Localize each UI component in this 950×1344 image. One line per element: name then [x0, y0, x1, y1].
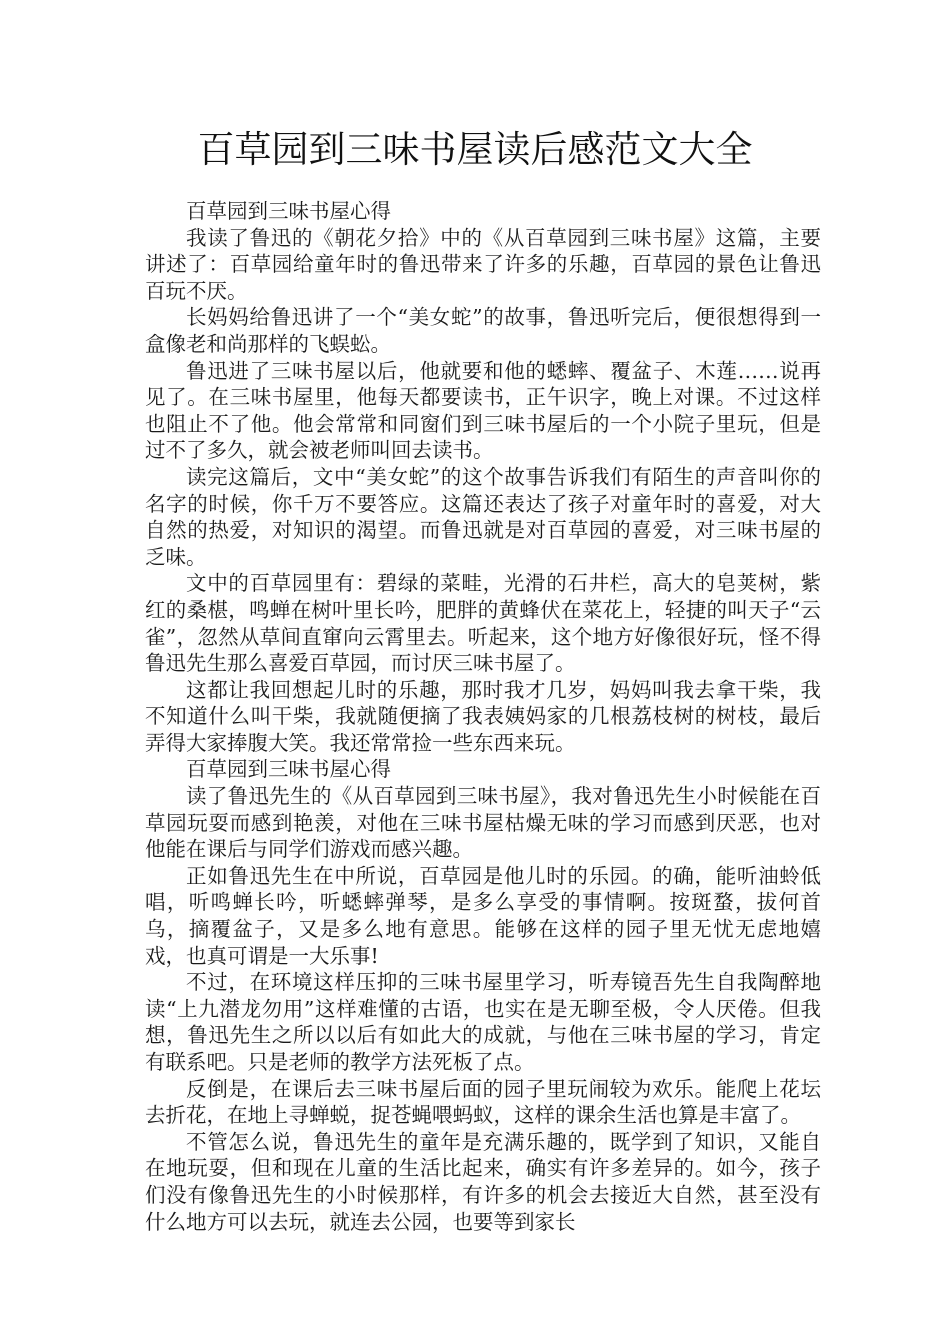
paragraph: 不过，在环境这样压抑的三味书屋里学习，听寿镜吾先生自我陶醉地读“上九潜龙勿用”这样难懂的古语，也实在是无聊至极，令人厌倦。但我想，鲁迅先生之所以以后有如此大的成就，与他在三味书屋的学习，肯定有联系吧。只是老师的教学方法死板了点。 [145, 970, 821, 1074]
paragraph: 这都让我回想起儿时的乐趣，那时我才几岁，妈妈叫我去拿干柴，我不知道什么叫干柴，我就随便摘了我表姨妈家的几根荔枝树的树枝，最后弄得大家捧腹大笑。我还常常捡一些东西来玩。 [145, 677, 821, 755]
paragraph: 不管怎么说，鲁迅先生的童年是充满乐趣的，既学到了知识，又能自在地玩耍，但和现在儿童的生活比起来，确实有许多差异的。如今，孩子们没有像鲁迅先生的小时候那样，有许多的机会去接近大自然，甚至没有什么地方可以去玩，就连去公园，也要等到家长 [145, 1129, 821, 1234]
paragraph: 文中的百草园里有：碧绿的菜畦，光滑的石井栏，高大的皂荚树，紫红的桑椹，鸣蝉在树叶里长吟，肥胖的黄蜂伏在菜花上，轻捷的叫天子“云雀”，忽然从草间直窜向云霄里去。听起来，这个地方好像很好玩，怪不得鲁迅先生那么喜爱百草园，而讨厌三味书屋了。 [145, 571, 821, 676]
paragraph-subheading-1: 百草园到三味书屋心得 [186, 199, 391, 223]
paragraph: 读完这篇后，文中“美女蛇”的这个故事告诉我们有陌生的声音叫你的名字的时候，你千万不要答应。这篇还表达了孩子对童年时的喜爱，对大自然的热爱，对知识的渴望。而鲁迅就是对百草园的喜爱，对三味书屋的乏味。 [145, 464, 821, 569]
paragraph: 反倒是，在课后去三味书屋后面的园子里玩闹较为欢乐。能爬上花坛去折花，在地上寻蝉蜕，捉苍蝇喂蚂蚁，这样的课余生活也算是丰富了。 [145, 1076, 821, 1128]
paragraph: 长妈妈给鲁迅讲了一个“美女蛇”的故事，鲁迅听完后，便很想得到一盒像老和尚那样的飞蜈蚣。 [145, 305, 821, 356]
paragraph: 正如鲁迅先生在中所说，百草园是他儿时的乐园。的确，能听油蛉低唱，听鸣蝉长吟，听蟋蟀弹琴，是多么享受的事情啊。按斑蝥，拔何首乌，摘覆盆子，又是多么地有意思。能够在这样的园子里无忧无虑地嬉戏，也真可谓是一大乐事! [145, 863, 821, 968]
document-body [145, 198, 821, 1235]
paragraph: 我读了鲁迅的《朝花夕拾》中的《从百草园到三味书屋》这篇，主要讲述了：百草园给童年时的鲁迅带来了许多的乐趣，百草园的景色让鲁迅百玩不厌。 [145, 225, 821, 303]
paragraph: 鲁迅进了三味书屋以后，他就要和他的蟋蟀、覆盆子、木莲……说再见了。在三味书屋里，他每天都要读书，正午识字，晚上对课。不过这样也阻止不了他。他会常常和同窗们到三味书屋后的一个小院子里玩，但是过不了多久，就会被老师叫回去读书。 [145, 358, 821, 463]
document-title: 百草园到三味书屋读后感范文大全 [197, 128, 753, 171]
paragraph: 读了鲁迅先生的《从百草园到三味书屋》，我对鲁迅先生小时候能在百草园玩耍而感到艳羡，对他在三味书屋枯燥无味的学习而感到厌恶，也对他能在课后与同学们游戏而感兴趣。 [145, 784, 821, 862]
paragraph-subheading-2: 百草园到三味书屋心得 [186, 757, 391, 782]
